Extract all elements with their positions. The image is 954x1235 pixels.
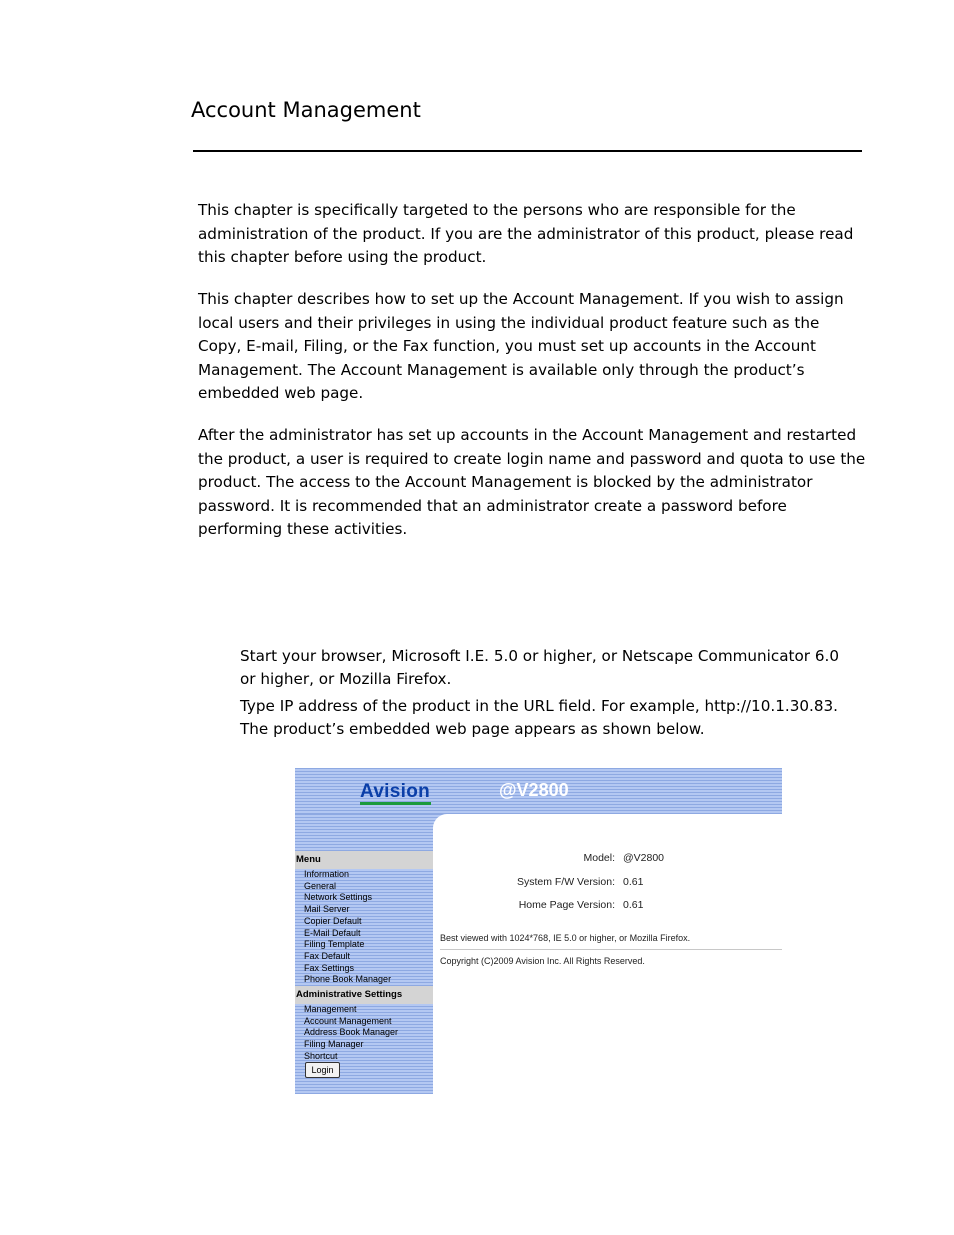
menu-item-fax-default[interactable]: Fax Default (304, 950, 351, 961)
best-viewed-note: Best viewed with 1024*768, IE 5.0 or higher, or Mozilla Firefox. (440, 933, 691, 943)
admin-list (304, 1004, 398, 1063)
footer-divider (440, 949, 782, 950)
model-heading: @V2800 (499, 780, 569, 800)
admin-item-management[interactable]: Management (304, 1004, 357, 1014)
setup-paragraph: This chapter describes how to set up the Account Management. If you wish to assign local users and their privileges in using the individual product feature such as the Copy, E-mail, Filing, or the Fax function, you must set up accounts in the Account Management. The Account Management is available only through the product’s embedded web page. (198, 290, 844, 402)
title-divider (193, 150, 862, 152)
copyright-text: Copyright (C)2009 Avision Inc. All Rights Reserved. (440, 956, 645, 966)
menu-item-copier-default[interactable]: Copier Default (304, 915, 362, 926)
menu-item-network-settings[interactable]: Network Settings (304, 892, 373, 903)
step-start-browser: Start your browser, Microsoft I.E. 5.0 or higher, or Netscape Communicator 6.0 or higher, or Mozilla Firefox. (240, 647, 840, 688)
homepage-version-label: Home Page Version: (518, 899, 615, 911)
logo-underline (360, 802, 431, 805)
embedded-webpage-screenshot (295, 768, 782, 1094)
menu-item-mail-server[interactable]: Mail Server (304, 904, 350, 915)
webpage-header (295, 768, 782, 814)
admin-item-shortcut[interactable]: Shortcut (304, 1050, 338, 1061)
menu-item-filing-template[interactable]: Filing Template (304, 939, 365, 950)
model-label: Model: (583, 852, 615, 864)
info-label-container-fw (295, 876, 615, 890)
admin-item-account-management[interactable]: Account Management (304, 1015, 392, 1026)
avision-logo: Avision (360, 781, 431, 802)
menu-item-general[interactable]: General (304, 880, 337, 891)
model-value: @V2800 (623, 852, 665, 864)
info-label-container-hp (295, 899, 615, 913)
menu-heading: Menu (295, 851, 433, 869)
info-label-container-model (295, 852, 615, 866)
admin-item-filing-manager[interactable]: Filing Manager (304, 1039, 364, 1050)
firmware-version-value: 0.61 (623, 876, 644, 888)
homepage-version-value: 0.61 (623, 899, 644, 911)
menu-item-phone-book-manager[interactable]: Phone Book Manager (304, 974, 392, 985)
step-type-ip: Type IP address of the product in the URL field. For example, http://10.1.30.83. The product’s embedded web page appears as shown below. (240, 697, 838, 738)
menu-item-information[interactable]: Information (304, 869, 350, 879)
intro-paragraph: This chapter is specifically targeted to the persons who are responsible for the administration of the product. If you are the administrator of this product, please read this chapter before using the product. (198, 201, 854, 266)
admin-item-address-book-manager[interactable]: Address Book Manager (304, 1027, 399, 1038)
menu-item-email-default[interactable]: E-Mail Default (304, 927, 361, 938)
login-button[interactable]: Login (305, 1062, 340, 1078)
firmware-version-label: System F/W Version: (516, 876, 615, 888)
page-title: Account Management (191, 98, 421, 122)
menu-item-fax-settings[interactable]: Fax Settings (304, 962, 355, 973)
admin-settings-heading: Administrative Settings (295, 986, 433, 1004)
access-paragraph: After the administrator has set up accounts in the Account Management and restarted the product, a user is required to create login name and password and quota to use the product. The access to the Account Management is blocked by the administrator password. It is recommended that an administrator create a password before performing these activities. (198, 426, 866, 538)
